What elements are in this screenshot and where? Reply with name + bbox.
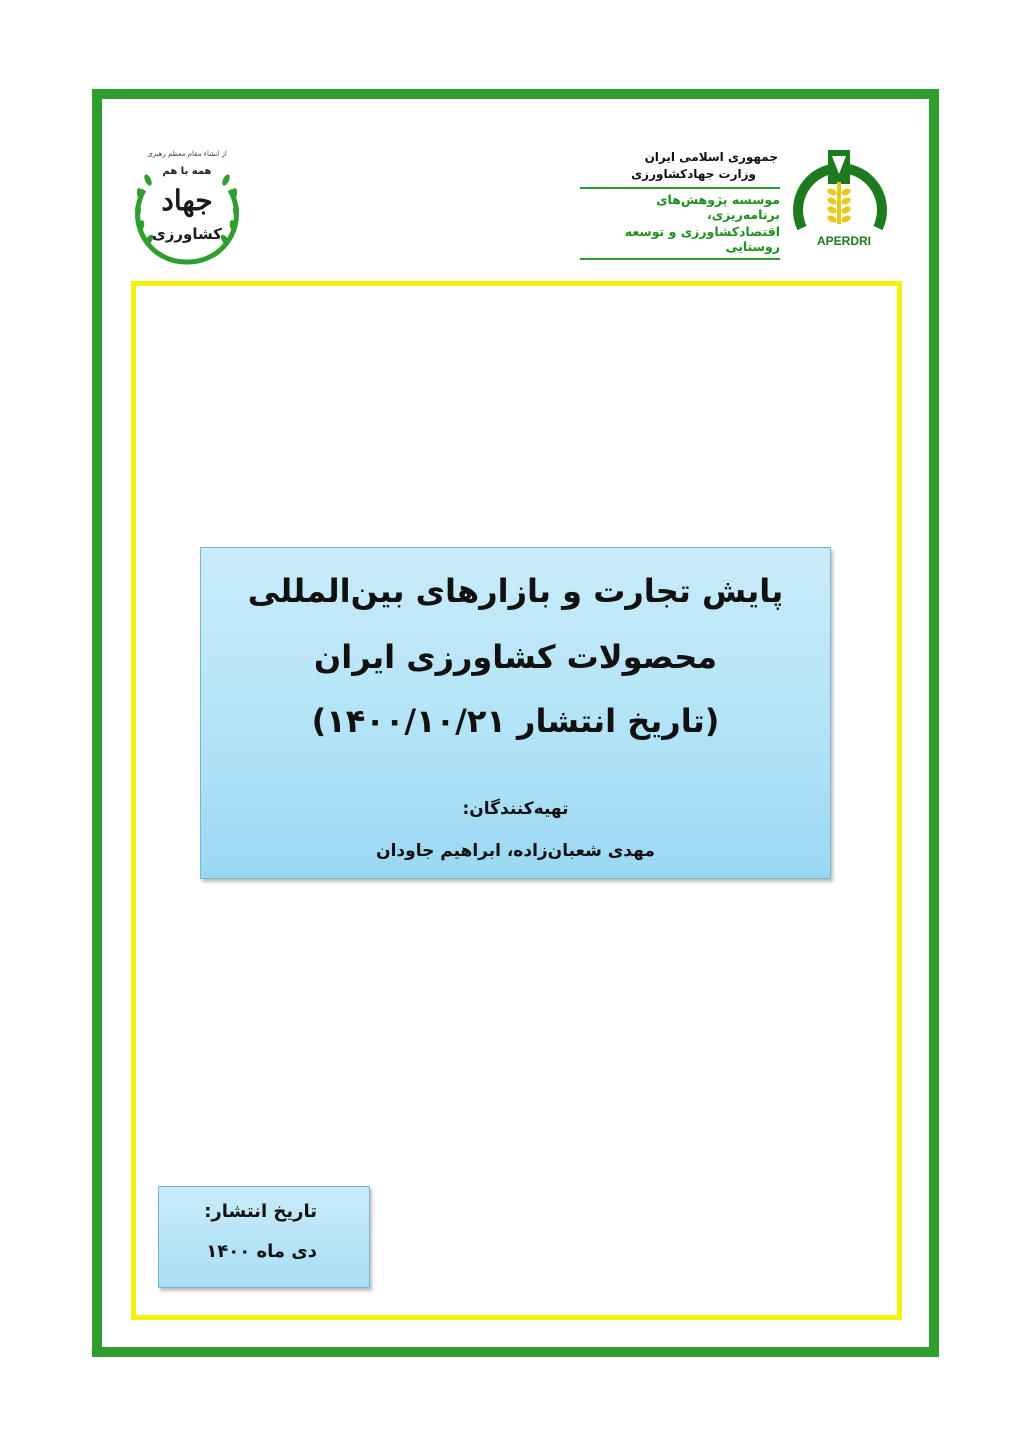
title-line-1: پایش تجارت و بازارهای بین‌المللی xyxy=(247,572,784,610)
org-institute-line1: موسسه پژوهش‌های برنامه‌ریزی، xyxy=(656,192,780,222)
publication-date-value: دی ماه ۱۴۰۰ xyxy=(206,1241,317,1262)
org-ministry: وزارت جهادکشاورزی xyxy=(631,167,756,181)
publication-date-box xyxy=(158,1186,370,1288)
authors-label: تهیه‌کنندگان: xyxy=(462,799,569,819)
authors-names: مهدی شعبان‌زاده، ابراهیم جاودان xyxy=(376,841,655,861)
jihad-keshavarzi-logo xyxy=(126,150,248,270)
aperdri-logo xyxy=(780,148,898,258)
title-box xyxy=(200,547,831,879)
aperdri-label: APERDRI xyxy=(816,234,871,248)
logo-motto: همه با هم xyxy=(162,166,212,177)
title-line-3: (تاریخ انتشار ۱۴۰۰/۱۰/۲۱) xyxy=(311,702,720,740)
org-divider xyxy=(580,187,780,189)
logo-arc-text: از انشاء مقام معظم رهبری xyxy=(147,150,227,158)
logo-sub-word: کشاورزی xyxy=(152,225,222,243)
logo-main-word: جهاد xyxy=(161,184,213,217)
org-institute-line2: اقتصادکشاورزی و توسعه روستایی xyxy=(624,224,780,254)
organization-header xyxy=(580,150,780,260)
publication-date-label: تاریخ انتشار: xyxy=(204,1201,317,1222)
org-country: جمهوری اسلامی ایران xyxy=(644,150,778,164)
org-divider-bottom xyxy=(580,258,780,260)
title-line-2: محصولات کشاورزی ایران xyxy=(313,638,718,676)
